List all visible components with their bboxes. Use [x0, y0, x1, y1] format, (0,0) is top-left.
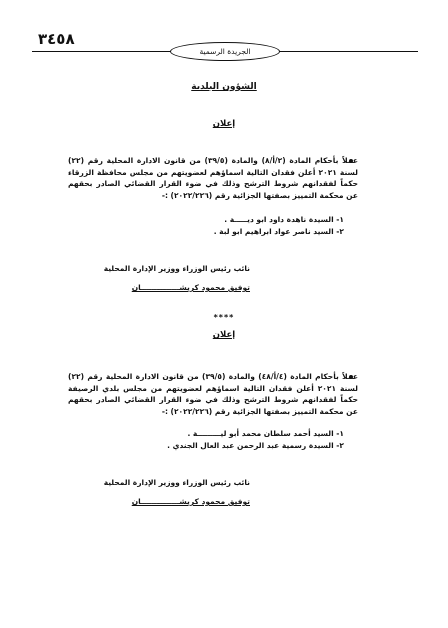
- list-item: ٢- السيدة رسمية عبد الرحمن عبد العال الجندي .: [167, 440, 344, 450]
- signature-title: نائب رئيس الوزراء ووزير الإدارة المحلية: [103, 264, 250, 273]
- signature-title: نائب رئيس الوزراء ووزير الإدارة المحلية: [103, 478, 250, 487]
- names-list: [100, 428, 344, 451]
- section-title: الشؤون البلدية: [191, 82, 257, 92]
- list-item: ١- السيد أحمد سلطان محمد أبو ليـــــــــة .: [187, 429, 344, 438]
- announcement-body: عملاً بأحكام المادة (٢/أ/٨) والمادة (٣٩/٥) من قانون الادارة المحلية رقم (٢٢) لسنة ٢٠٢١ أعلن فقدان التالية اسماؤهم لعضويتهم من مجلس محافظة الزرقاء حكماً لفقدانهم شروط الترشح وذلك في ضوء القرار القضائي الصادر بحقهم عن محكمة التمييز بصفتها الجزائية رقم (٢٠٢٢/٢٢٦) :-: [68, 156, 359, 200]
- list-item: ٢- السيد ناصر عواد ابراهيم ابو لبة .: [213, 226, 344, 236]
- masthead-oval: الجريدة الرسمية: [170, 42, 280, 61]
- signature-name: توفيق محمود كريشـــــــــــــــان: [131, 497, 250, 506]
- signature-name: توفيق محمود كريشـــــــــــــــان: [131, 283, 250, 292]
- signature-block: [80, 262, 250, 294]
- list-item: ١- السيدة ناهدة داود ابو ديـــــة .: [224, 215, 344, 224]
- separator: ****: [213, 313, 235, 322]
- announcement-heading: إعلان: [212, 330, 236, 340]
- page-number: ٣٤٥٨: [38, 30, 75, 48]
- names-list: [100, 214, 344, 237]
- announcement-heading: إعلان: [212, 119, 236, 129]
- announcement-body: عملاً بأحكام المادة (٤/أ/٤٨) والمادة (٣٩/٥) من قانون الادارة المحلية رقم (٢٢) لسنة ٢٠٢١ أعلن فقدان التالية اسماؤهم لعضويتهم من مجلس بلدي الرصيفة حكماً لفقدانهم شروط الترشح وذلك في ضوء القرار القضائي الصادر بحقهم عن محكمة التمييز بصفتها الجزائية رقم (٢٠٢٢/٢٢٦) :-: [68, 372, 359, 416]
- signature-block: [80, 476, 250, 508]
